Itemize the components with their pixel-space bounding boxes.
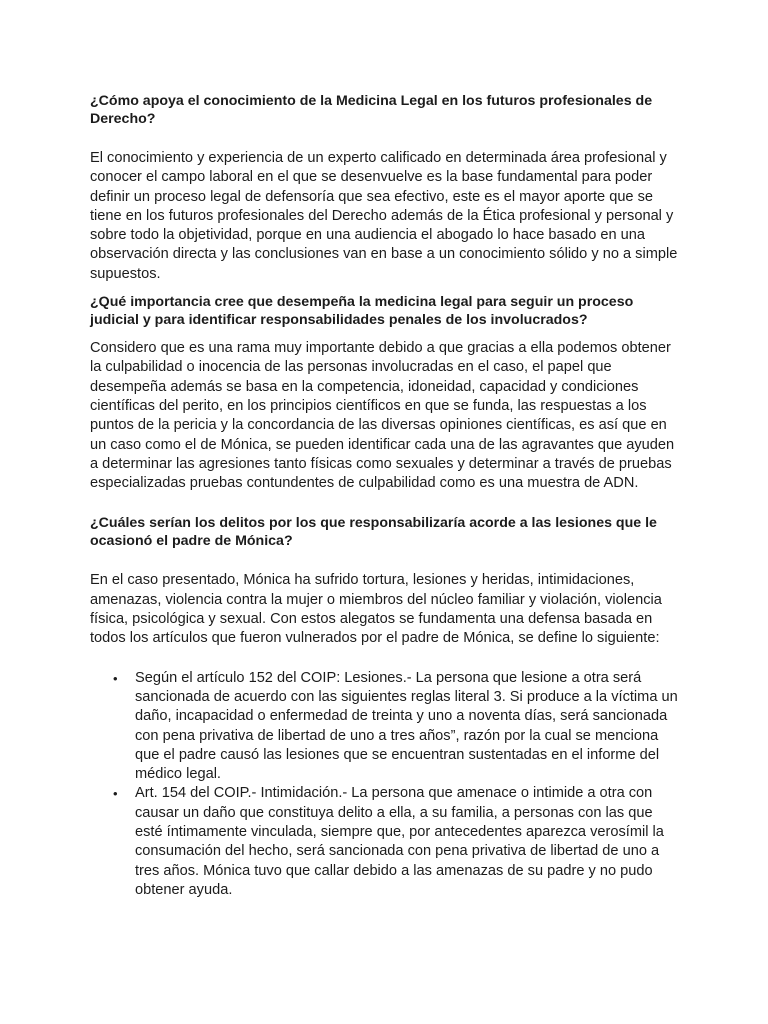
legal-articles-list <box>90 669 684 901</box>
answer-2-paragraph: Considero que es una rama muy importante debido a que gracias a ella podemos obtener la culpabilidad o inocencia de las personas involucradas en el caso, el papel que desempeña además se basa en la competencia, idoneidad, capacidad y condiciones científicas del perito, en los principios científicos en que se funda, las respuestas a los puntos de la pericia y la concordancia de las diversas opiniones científicas, es así que en un caso como el de Mónica, se pueden identificar cada una de las agravantes que ayuden a determinar las agresiones tanto físicas como sexuales y determinar a través de pruebas especializadas pruebas contundentes de culpabilidad como es una muestra de ADN. <box>90 340 675 492</box>
bullet-icon: • <box>113 670 118 686</box>
list-item <box>90 669 684 785</box>
question-2-heading: ¿Qué importancia cree que desempeña la medicina legal para seguir un proceso judicial y para identificar responsabilidades penales de los involucrados? <box>90 294 634 329</box>
list-item <box>90 784 684 900</box>
answer-3-paragraph: En el caso presentado, Mónica ha sufrido tortura, lesiones y heridas, intimidaciones, amenazas, violencia contra la mujer o miembros del núcleo familiar y violación, violencia física, psicológica y sexual. Con estos alegatos se fundamenta una defensa basada en todos los artículos que fueron vulnerados por el padre de Mónica, se define lo siguiente: <box>90 572 662 647</box>
question-1-heading: ¿Cómo apoya el conocimiento de la Medicina Legal en los futuros profesionales de Derecho? <box>90 93 653 127</box>
list-item-text: Art. 154 del COIP.- Intimidación.- La persona que amenace o intimide a otra con causar un daño que constituya delito a ella, a su familia, a personas con las que esté íntimamente vinculada, siempre que, por antecedentes aparezca verosímil la consumación del hecho, será sancionada con pena privativa de libertad de uno a tres años. Mónica tuvo que callar debido a las amenazas de su padre y no pudo obtener ayuda. <box>135 785 664 898</box>
document-page <box>90 92 684 900</box>
question-3-heading: ¿Cuáles serían los delitos por los que responsabilizaría acorde a las lesiones que le ocasionó el padre de Mónica? <box>90 515 657 550</box>
list-item-text: Según el artículo 152 del COIP: Lesiones.- La persona que lesione a otra será sancionada de acuerdo con las siguientes reglas literal 3. Si produce a la víctima un daño, incapacidad o enfermedad de treinta y uno a noventa días, será sancionada con pena privativa de libertad de uno a tres años”, razón por la cual se menciona que el padre causó las lesiones que se encuentran sustentadas en el informe del médico legal. <box>135 669 678 783</box>
answer-1-paragraph: El conocimiento y experiencia de un experto calificado en determinada área profesional y conocer el campo laboral en el que se desenvuelve es la base fundamental para poder definir un proceso legal de defensoría que sea efectivo, este es el mayor aporte que se tiene en los futuros profesionales del Derecho además de la Ética profesional y personal y sobre todo la objetividad, porque en una audiencia el abogado lo hace basado en una observación directa y las conclusiones van en base a un conocimiento sólido y no a simple supuestos. <box>90 150 678 282</box>
bullet-icon: • <box>113 786 118 802</box>
